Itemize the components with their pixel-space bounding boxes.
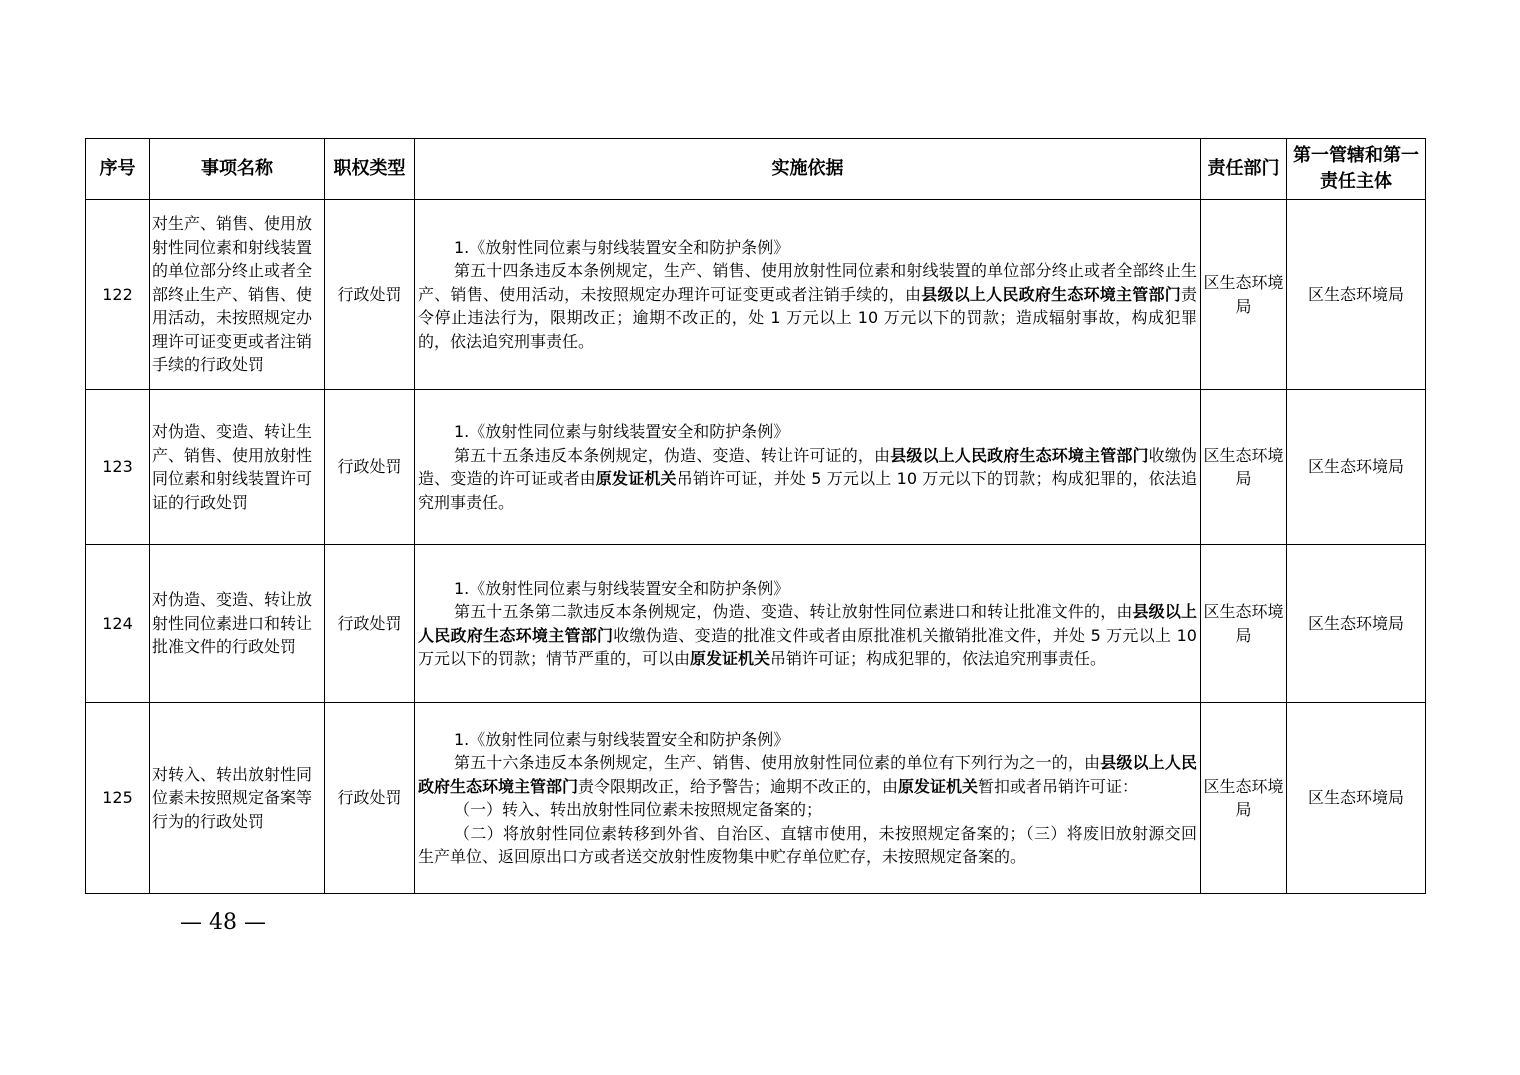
basis-authority: 县级以上人民政府生态环境主管部门 xyxy=(890,445,1149,465)
basis-authority: 县级以上人民政府生态环境主管部门 xyxy=(418,602,1197,645)
cell-seq: 122 xyxy=(86,200,150,390)
enforcement-table xyxy=(85,138,1426,894)
basis-paragraph xyxy=(418,444,1197,515)
cell-dept: 区生态环境局 xyxy=(1201,545,1287,703)
cell-type: 行政处罚 xyxy=(325,703,415,894)
basis-title: 1.《放射性同位素与射线装置安全和防护条例》 xyxy=(454,422,790,441)
basis-authority: 原发证机关 xyxy=(595,469,677,488)
cell-type: 行政处罚 xyxy=(325,545,415,703)
header-first: 第一管辖和第一责任主体 xyxy=(1287,139,1426,200)
basis-item: （一）转入、转出放射性同位素未按照规定备案的； xyxy=(454,800,823,819)
basis-authority: 县级以上人民政府生态环境主管部门 xyxy=(921,284,1181,304)
basis-text: 吊销许可证，并处 5 万元以上 10 万元以下的罚款；构成犯罪的，依法追究刑事责任。 xyxy=(418,469,1197,512)
header-dept: 责任部门 xyxy=(1201,139,1287,200)
basis-authority: 原发证机关 xyxy=(690,649,771,668)
basis-item: （二）将放射性同位素转移到外省、自治区、直辖市使用，未按照规定备案的；（三）将废旧放射源交回生产单位、返回原出口方或者送交放射性废物集中贮存单位贮存，未按照规定备案的。 xyxy=(418,823,1197,866)
basis-text: 责令限期改正，给予警告；逾期不改正的，由 xyxy=(578,776,899,796)
cell-seq: 124 xyxy=(86,545,150,703)
table-row xyxy=(86,545,1426,703)
basis-text: 暂扣或者吊销许可证： xyxy=(978,776,1139,796)
cell-basis xyxy=(415,545,1201,703)
cell-basis xyxy=(415,200,1201,390)
basis-title: 1.《放射性同位素与射线装置安全和防护条例》 xyxy=(454,237,790,257)
basis-text: 收缴伪造、变造的批准文件或者由原批准机关撤销批准文件，并处 5 万元以上 10 万元以下的罚款；情节严重的，可以由 xyxy=(418,625,1197,668)
basis-title: 1.《放射性同位素与射线装置安全和防护条例》 xyxy=(454,578,790,598)
cell-name: 对伪造、变造、转让放射性同位素进口和转让批准文件的行政处罚 xyxy=(150,545,325,703)
cell-dept: 区生态环境局 xyxy=(1201,200,1287,390)
table-row xyxy=(86,390,1426,545)
basis-title: 1.《放射性同位素与射线装置安全和防护条例》 xyxy=(454,729,790,749)
basis-paragraph xyxy=(418,259,1197,353)
cell-first: 区生态环境局 xyxy=(1287,545,1426,703)
cell-basis xyxy=(415,390,1201,545)
basis-text: 第五十四条违反本条例规定，生产、销售、使用放射性同位素和射线装置的单位部分终止或者全部终止生产、销售、使用活动，未按照规定办理许可证变更或者注销手续的，由 xyxy=(418,261,1197,304)
cell-first: 区生态环境局 xyxy=(1287,703,1426,894)
header-name: 事项名称 xyxy=(150,139,325,200)
basis-text: 吊销许可证；构成犯罪的，依法追究刑事责任。 xyxy=(770,649,1107,668)
basis-text: 责令停止违法行为，限期改正；逾期不改正的，处 1 万元以上 10 万元以下的罚款；造成辐射事故，构成犯罪的，依法追究刑事责任。 xyxy=(418,284,1197,351)
basis-text: 收缴伪造、变造的许可证或者由 xyxy=(418,445,1197,488)
cell-name: 对转入、转出放射性同位素未按照规定备案等行为的行政处罚 xyxy=(150,703,325,894)
basis-paragraph xyxy=(418,600,1197,671)
header-seq: 序号 xyxy=(86,139,150,200)
header-type: 职权类型 xyxy=(325,139,415,200)
header-basis: 实施依据 xyxy=(415,139,1201,200)
cell-first: 区生态环境局 xyxy=(1287,200,1426,390)
basis-authority: 县级以上人民政府生态环境主管部门 xyxy=(418,753,1197,796)
basis-text: 第五十六条违反本条例规定，生产、销售、使用放射性同位素的单位有下列行为之一的，由 xyxy=(454,753,1101,772)
cell-type: 行政处罚 xyxy=(325,390,415,545)
cell-first: 区生态环境局 xyxy=(1287,390,1426,545)
cell-name: 对伪造、变造、转让生产、销售、使用放射性同位素和射线装置许可证的行政处罚 xyxy=(150,390,325,545)
cell-seq: 125 xyxy=(86,703,150,894)
basis-text: 第五十五条第二款违反本条例规定，伪造、变造、转让放射性同位素进口和转让批准文件的，由 xyxy=(454,602,1133,621)
basis-authority: 原发证机关 xyxy=(898,776,979,796)
cell-name: 对生产、销售、使用放射性同位素和射线装置的单位部分终止或者全部终止生产、销售、使用活动，未按照规定办理许可证变更或者注销手续的行政处罚 xyxy=(150,200,325,390)
cell-dept: 区生态环境局 xyxy=(1201,703,1287,894)
cell-type: 行政处罚 xyxy=(325,200,415,390)
page-number: — 48 — xyxy=(180,910,266,935)
table-row xyxy=(86,703,1426,894)
cell-basis xyxy=(415,703,1201,894)
table-row xyxy=(86,200,1426,390)
cell-dept: 区生态环境局 xyxy=(1201,390,1287,545)
basis-text: 第五十五条违反本条例规定，伪造、变造、转让许可证的，由 xyxy=(454,445,891,465)
header-row xyxy=(86,139,1426,200)
cell-seq: 123 xyxy=(86,390,150,545)
basis-paragraph xyxy=(418,751,1197,798)
